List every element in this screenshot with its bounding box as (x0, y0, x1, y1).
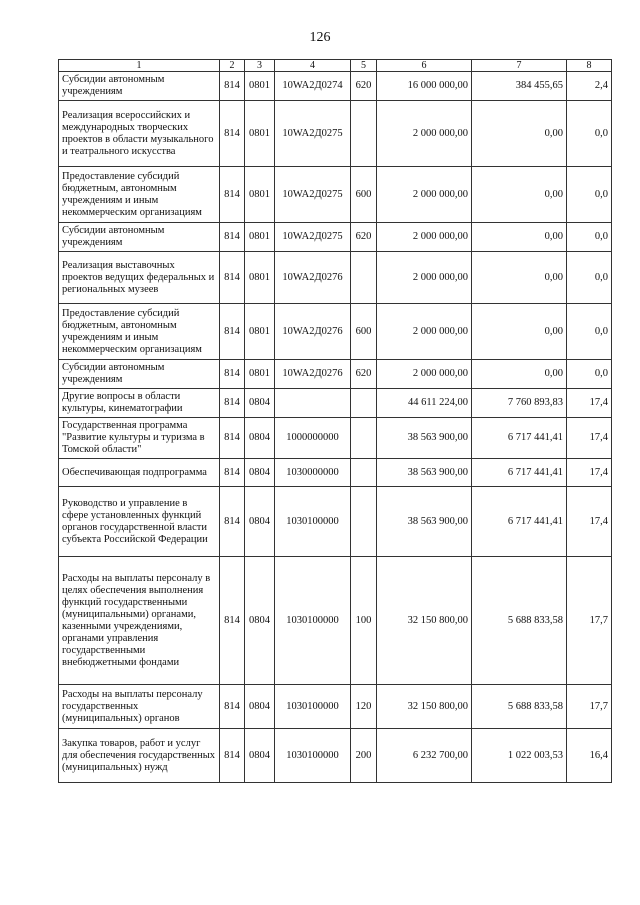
cell-executed: 0,00 (472, 304, 567, 360)
cell-expense-type: 120 (351, 685, 377, 729)
row-name: Государственная программа "Развитие культуры и туризма в Томской области" (59, 418, 220, 459)
cell-executed: 384 455,65 (472, 72, 567, 101)
cell-executed: 0,00 (472, 252, 567, 304)
cell-expense-type: 100 (351, 557, 377, 685)
cell-target: 10WA2Д0275 (275, 101, 351, 167)
cell-section: 0801 (245, 167, 275, 223)
cell-section: 0804 (245, 729, 275, 783)
cell-ministry: 814 (220, 729, 245, 783)
cell-ministry: 814 (220, 557, 245, 685)
cell-ministry: 814 (220, 389, 245, 418)
table-row (59, 729, 612, 783)
col-header: 5 (351, 60, 377, 72)
cell-section: 0804 (245, 685, 275, 729)
row-name: Другие вопросы в области культуры, кинематографии (59, 389, 220, 418)
col-header: 7 (472, 60, 567, 72)
row-name: Руководство и управление в сфере установленных функций органов государственной власти субъекта Российской Федерации (59, 487, 220, 557)
row-name: Расходы на выплаты персоналу в целях обеспечения выполнения функций государственными (муниципальными) органами, казенными учреждениями, органами управления государственными внебюджетными фондами (59, 557, 220, 685)
table-row (59, 459, 612, 487)
cell-expense-type: 620 (351, 360, 377, 389)
cell-executed: 6 717 441,41 (472, 459, 567, 487)
cell-percent: 0,0 (567, 223, 612, 252)
table-row (59, 360, 612, 389)
cell-expense-type (351, 418, 377, 459)
cell-target: 1030000000 (275, 459, 351, 487)
cell-percent: 0,0 (567, 360, 612, 389)
cell-executed: 0,00 (472, 101, 567, 167)
cell-expense-type: 600 (351, 167, 377, 223)
table-row (59, 304, 612, 360)
table-header-row (59, 60, 612, 72)
row-name: Субсидии автономным учреждениям (59, 72, 220, 101)
cell-ministry: 814 (220, 459, 245, 487)
cell-target: 1000000000 (275, 418, 351, 459)
cell-expense-type (351, 459, 377, 487)
cell-target: 10WA2Д0276 (275, 252, 351, 304)
cell-planned: 2 000 000,00 (377, 360, 472, 389)
cell-percent: 16,4 (567, 729, 612, 783)
row-name: Обеспечивающая подпрограмма (59, 459, 220, 487)
cell-target: 1030100000 (275, 685, 351, 729)
cell-ministry: 814 (220, 72, 245, 101)
cell-target: 10WA2Д0276 (275, 360, 351, 389)
col-header: 3 (245, 60, 275, 72)
cell-percent: 2,4 (567, 72, 612, 101)
cell-planned: 38 563 900,00 (377, 459, 472, 487)
cell-percent: 17,4 (567, 487, 612, 557)
cell-ministry: 814 (220, 487, 245, 557)
row-name: Реализация выставочных проектов ведущих федеральных и региональных музеев (59, 252, 220, 304)
cell-expense-type (351, 252, 377, 304)
cell-section: 0801 (245, 101, 275, 167)
col-header: 6 (377, 60, 472, 72)
cell-planned: 32 150 800,00 (377, 557, 472, 685)
cell-section: 0804 (245, 389, 275, 418)
cell-ministry: 814 (220, 360, 245, 389)
cell-ministry: 814 (220, 167, 245, 223)
cell-target: 10WA2Д0275 (275, 167, 351, 223)
table-row (59, 487, 612, 557)
cell-target (275, 389, 351, 418)
cell-planned: 2 000 000,00 (377, 101, 472, 167)
row-name: Субсидии автономным учреждениям (59, 360, 220, 389)
row-name: Предоставление субсидий бюджетным, автономным учреждениям и иным некоммерческим организациям (59, 167, 220, 223)
row-name: Реализация всероссийских и международных творческих проектов в области музыкального и театрального искусства (59, 101, 220, 167)
cell-section: 0801 (245, 72, 275, 101)
budget-table (58, 59, 612, 783)
cell-executed: 0,00 (472, 223, 567, 252)
cell-target: 1030100000 (275, 557, 351, 685)
table-row (59, 685, 612, 729)
cell-planned: 32 150 800,00 (377, 685, 472, 729)
row-name: Предоставление субсидий бюджетным, автономным учреждениям и иным некоммерческим организациям (59, 304, 220, 360)
cell-planned: 16 000 000,00 (377, 72, 472, 101)
row-name: Расходы на выплаты персоналу государственных (муниципальных) органов (59, 685, 220, 729)
cell-expense-type: 620 (351, 223, 377, 252)
cell-percent: 17,7 (567, 557, 612, 685)
cell-executed: 0,00 (472, 167, 567, 223)
cell-ministry: 814 (220, 304, 245, 360)
row-name: Закупка товаров, работ и услуг для обеспечения государственных (муниципальных) нужд (59, 729, 220, 783)
cell-percent: 17,4 (567, 418, 612, 459)
cell-executed: 5 688 833,58 (472, 557, 567, 685)
col-header: 1 (59, 60, 220, 72)
cell-percent: 0,0 (567, 101, 612, 167)
col-header: 2 (220, 60, 245, 72)
cell-planned: 38 563 900,00 (377, 487, 472, 557)
cell-percent: 17,7 (567, 685, 612, 729)
cell-target: 1030100000 (275, 729, 351, 783)
row-name: Субсидии автономным учреждениям (59, 223, 220, 252)
table-row (59, 418, 612, 459)
cell-executed: 0,00 (472, 360, 567, 389)
cell-executed: 6 717 441,41 (472, 418, 567, 459)
cell-expense-type: 200 (351, 729, 377, 783)
cell-percent: 17,4 (567, 459, 612, 487)
cell-target: 10WA2Д0276 (275, 304, 351, 360)
table-row (59, 101, 612, 167)
cell-expense-type (351, 487, 377, 557)
cell-executed: 1 022 003,53 (472, 729, 567, 783)
col-header: 8 (567, 60, 612, 72)
cell-expense-type: 600 (351, 304, 377, 360)
cell-ministry: 814 (220, 685, 245, 729)
table-row (59, 557, 612, 685)
cell-ministry: 814 (220, 252, 245, 304)
cell-expense-type (351, 389, 377, 418)
cell-expense-type: 620 (351, 72, 377, 101)
cell-percent: 0,0 (567, 252, 612, 304)
table-row (59, 223, 612, 252)
cell-section: 0804 (245, 459, 275, 487)
page-number: 126 (309, 30, 331, 45)
col-header: 4 (275, 60, 351, 72)
cell-planned: 2 000 000,00 (377, 223, 472, 252)
cell-planned: 6 232 700,00 (377, 729, 472, 783)
cell-section: 0801 (245, 223, 275, 252)
cell-percent: 0,0 (567, 167, 612, 223)
cell-section: 0804 (245, 557, 275, 685)
cell-target: 10WA2Д0275 (275, 223, 351, 252)
cell-ministry: 814 (220, 418, 245, 459)
cell-ministry: 814 (220, 101, 245, 167)
cell-section: 0804 (245, 487, 275, 557)
cell-executed: 6 717 441,41 (472, 487, 567, 557)
cell-section: 0804 (245, 418, 275, 459)
cell-planned: 2 000 000,00 (377, 304, 472, 360)
table-row (59, 167, 612, 223)
cell-planned: 44 611 224,00 (377, 389, 472, 418)
cell-executed: 7 760 893,83 (472, 389, 567, 418)
cell-expense-type (351, 101, 377, 167)
table-row (59, 72, 612, 101)
table-row (59, 252, 612, 304)
cell-executed: 5 688 833,58 (472, 685, 567, 729)
cell-percent: 17,4 (567, 389, 612, 418)
cell-ministry: 814 (220, 223, 245, 252)
cell-planned: 2 000 000,00 (377, 167, 472, 223)
table-row (59, 389, 612, 418)
cell-planned: 2 000 000,00 (377, 252, 472, 304)
cell-target: 1030100000 (275, 487, 351, 557)
cell-percent: 0,0 (567, 304, 612, 360)
cell-section: 0801 (245, 252, 275, 304)
cell-section: 0801 (245, 304, 275, 360)
cell-section: 0801 (245, 360, 275, 389)
cell-target: 10WA2Д0274 (275, 72, 351, 101)
cell-planned: 38 563 900,00 (377, 418, 472, 459)
